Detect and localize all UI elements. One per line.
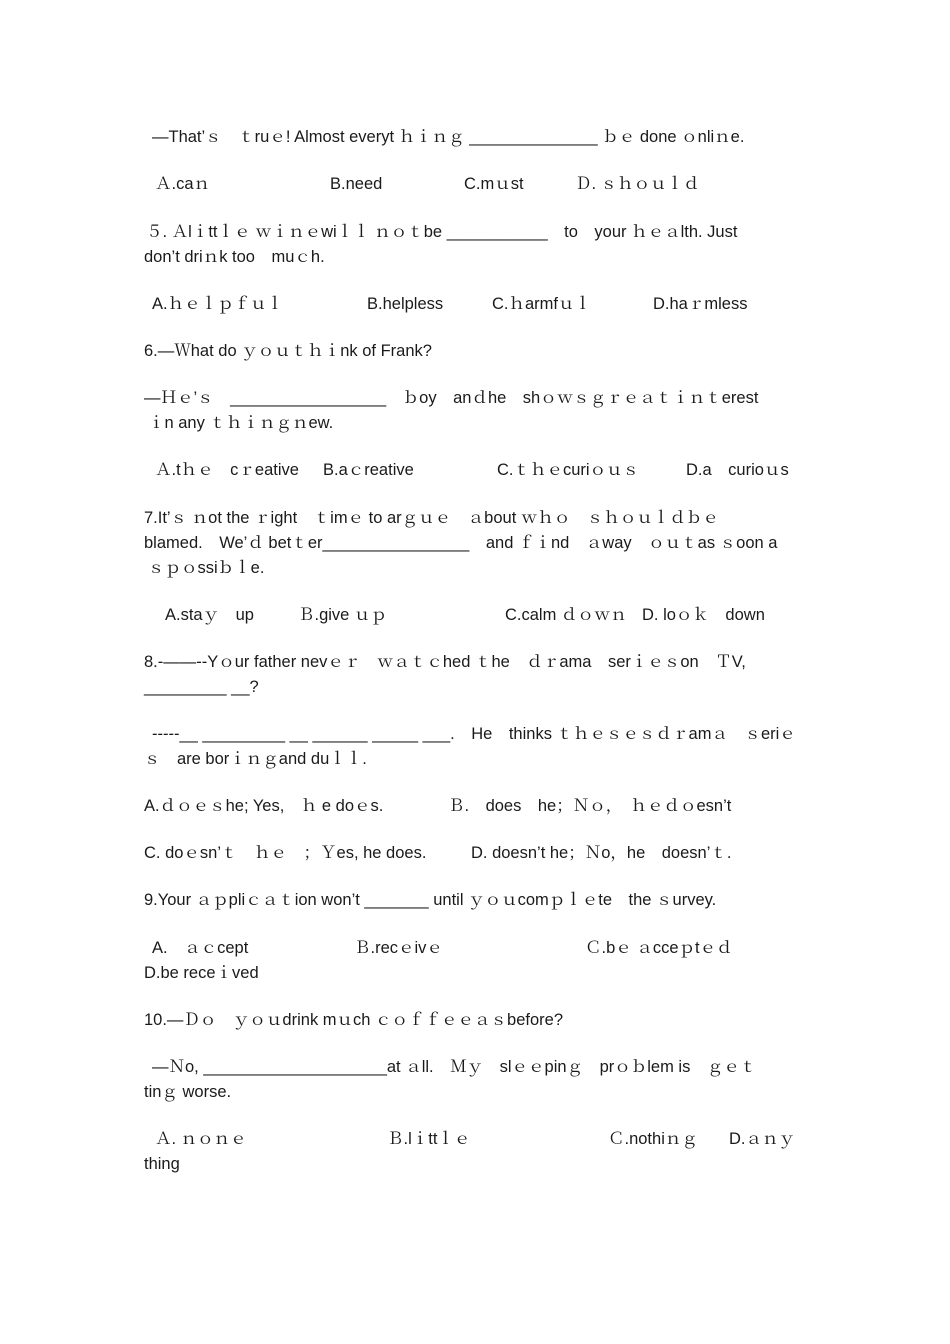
q10-line-4: thing — [144, 1155, 180, 1173]
q10-line-3: tinｇ worse. — [144, 1083, 232, 1101]
q6-line-1: 6.—Ｗhat do ｙｏｕｔｈｉnk of Frank? — [144, 342, 432, 360]
q7-option-a: A.staｙ up — [165, 606, 254, 624]
q6-option-a: Ａ.tｈｅ cｒeative — [155, 461, 299, 479]
q8-line-2: _________ __? — [144, 678, 259, 696]
q9-line-1: 9.Your ａｐpliｃａｔion won’t _______ until ｙｏｕcomｐｌｅte the ｓurvey. — [144, 891, 717, 909]
q4-option-c: C.mｕst — [464, 175, 524, 193]
q8-option-a: A.ｄｏｅｓhe; Yes, ｈ e doｅs. — [144, 797, 384, 815]
q5-line-2: don’t driｎk too muｃh. — [144, 248, 325, 266]
q5-option-c: C.ｈarmfｕｌ — [492, 295, 591, 313]
q9-option-d: D.be receｉved — [144, 964, 259, 982]
q6-line-2: —Ｈｅ’ｓ _________________ ｂoy anｄhe shｏｗｓｇｒｅａｔｉｎｔerest — [144, 389, 759, 407]
q7-option-c: C.calm ｄｏｗｎ — [505, 606, 627, 624]
q9-option-b: Ｂ.recｅivｅ — [354, 939, 443, 957]
q7-line-1: 7.It’ｓ ｎot the ｒight ｔimｅ to arｇｕｅ ａbout ｗｈｏ ｓｈｏｕｌｄｂｅ — [144, 509, 719, 527]
q6-option-c: C.ｔｈｅcuriｏｕｓ — [497, 461, 640, 479]
q4-line-1: —That’ｓ ｔruｅ! Almost everyt ｈｉｎｇ ______________ ｂｅ done ｏnliｎe. — [152, 128, 745, 146]
q5-option-a: A.ｈｅｌｐｆｕｌ — [152, 295, 284, 313]
q4-option-a: Ａ.caｎ — [155, 175, 211, 193]
q4-option-b: B.need — [330, 175, 383, 193]
q6-option-b: B.aｃreative — [323, 461, 414, 479]
q10-option-d: D.ａｎｙ — [729, 1130, 795, 1148]
q10-option-b: Ｂ.lｉttｌｅ — [387, 1130, 471, 1148]
q8-option-b: Ｂ. does he；Ｎｏ， ｈｅｄｏesn’t — [448, 797, 732, 815]
q8-line-4: ｓ are borｉｎｇand duｌｌ. — [144, 750, 367, 768]
q7-line-2: blamed. We’ｄ betｔer________________ and ｆｉnd ａway ｏｕｔas ｓoon a — [144, 534, 778, 552]
q10-option-a: Ａ. ｎｏｎｅ — [155, 1130, 247, 1148]
q4-option-d: Ｄ. ｓｈｏｕｌｄ — [575, 175, 700, 193]
q10-option-c: Ｃ.nothiｎｇ — [608, 1130, 698, 1148]
q10-line-1: 10.—Ｄｏ ｙｏｕdrink mｕch ｃｏｆｆｅｅａｓbefore? — [144, 1011, 564, 1029]
q9-option-c: Ｃ.bｅ ａcceｐtｅｄ — [585, 939, 733, 957]
q10-line-2: —Ｎo, ____________________at ａll. Ｍｙ slｅｅpinｇ prｏｂlem is ｇｅｔ — [152, 1058, 757, 1076]
q7-line-3: ｓｐｏssiｂｌe. — [148, 559, 265, 577]
q6-option-d: D.a curioｕs — [686, 461, 789, 479]
q5-line-1: ５. Ａlｉttｌｅ ｗｉｎｅwiｌｌ ｎｏｔbe ___________ to your ｈｅａlth. Just — [146, 223, 738, 241]
q6-line-3: ｉn any ｔｈｉｎｇｎew. — [148, 414, 334, 432]
q5-option-d: D.haｒmless — [653, 295, 748, 313]
q8-line-1: 8.-——--Yｏur father nevｅｒ ｗａｔｃhed ｔhe ｄｒama serｉｅｓon ＴV, — [144, 653, 746, 671]
q7-option-b: Ｂ.give ｕｐ — [298, 606, 387, 624]
q7-option-d: D. loｏｋ down — [642, 606, 765, 624]
q5-option-b: B.helpless — [367, 295, 444, 313]
q9-option-a: A. ａｃcept — [152, 939, 249, 957]
q8-option-d: D. doesn’t he；Ｎo，he doesn’ｔ. — [471, 844, 732, 862]
q8-option-c: C. doｅsn’ｔ ｈｅ ；Ｙes, he does. — [144, 844, 427, 862]
q8-line-3: -----__ _________ __ ______ _____ ___. He thinks ｔｈｅｓｅｓｄｒamａ ｓeriｅ — [152, 725, 796, 743]
